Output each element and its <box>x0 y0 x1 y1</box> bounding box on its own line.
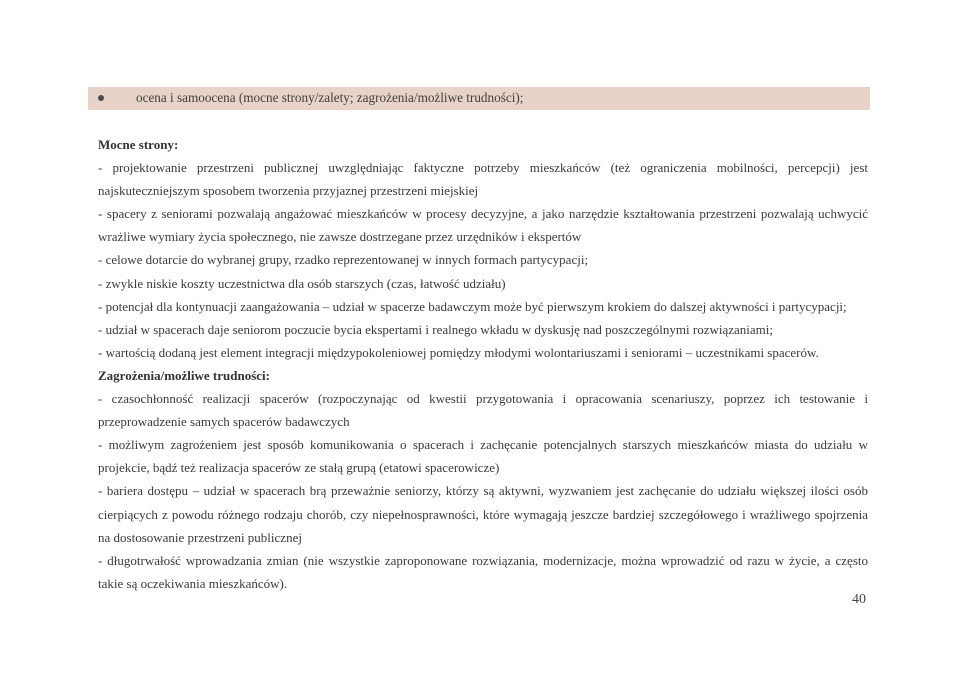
threats-item: - czasochłonność realizacji spacerów (rozpoczynając od kwestii przygotowania i opracowania scenariuszy, poprzez ich testowanie i przeprowadzenie samych spacerów badawczych <box>98 391 868 430</box>
threats-item: - bariera dostępu – udział w spacerach brą przeważnie seniorzy, którzy są aktywni, wyzwaniem jest zachęcanie do udziału większej ilości osób cierpiących z powodu różnego rodzaju chorób, czy niepełnosprawności, które wymagają jeszcze bardziej szczegółowego i wrażliwego spojrzenia na dostosowanie przestrzeni publicznej <box>98 483 868 545</box>
strengths-item: - projektowanie przestrzeni publicznej uwzględniając faktyczne potrzeby mieszkańców (też ograniczenia mobilności, percepcji) jest najskuteczniejszym sposobem tworzenia przyjaznej przestrzeni miejskiej <box>98 160 868 199</box>
page-number: 40 <box>852 592 866 607</box>
strengths-item: - wartością dodaną jest element integracji międzypokoleniowej pomiędzy młodymi wolontariuszami i seniorami – uczestnikami spacerów. <box>98 344 819 360</box>
strengths-heading: Mocne strony: <box>98 137 179 152</box>
banner-text: ocena i samoocena (mocne strony/zalety; zagrożenia/możliwe trudności); <box>136 90 524 105</box>
strengths-item: - celowe dotarcie do wybranej grupy, rzadko reprezentowanej w innych formach partycypacji; <box>98 252 589 268</box>
section-banner <box>88 87 870 110</box>
document-body <box>98 133 868 595</box>
strengths-item: - udział w spacerach daje seniorom poczucie bycia ekspertami i realnego wkładu w dyskusję nad poszczególnymi rozwiązaniami; <box>98 321 774 337</box>
strengths-item: - spacery z seniorami pozwalają angażować mieszkańców w procesy decyzyjne, a jako narzędzie kształtowania przestrzeni pozwalają uchwycić wrażliwe wymiary życia społecznego, nie zawsze dostrzegane przez urzędników i ekspertów <box>98 206 868 245</box>
threats-item: - długotrwałość wprowadzania zmian (nie wszystkie zaproponowane rozwiązania, modernizacje, można wprowadzić od razu w życie, a często takie są oczekiwania mieszkańców). <box>98 552 868 591</box>
strengths-item: - potencjał dla kontynuacji zaangażowania – udział w spacerze badawczym może być pierwszym krokiem do dalszej aktywności i partycypacji; <box>98 298 847 314</box>
threats-item: - możliwym zagrożeniem jest sposób komunikowania o spacerach i zachęcanie potencjalnych starszych mieszkańców miasta do udziału w projekcie, bądź też realizacja spacerów ze stałą grupą (etatowi spacerowicze) <box>98 437 868 476</box>
threats-heading: Zagrożenia/możliwe trudności: <box>98 367 270 383</box>
bullet-icon <box>98 95 104 101</box>
strengths-item: - zwykle niskie koszty uczestnictwa dla osób starszych (czas, łatwość udziału) <box>98 275 506 291</box>
